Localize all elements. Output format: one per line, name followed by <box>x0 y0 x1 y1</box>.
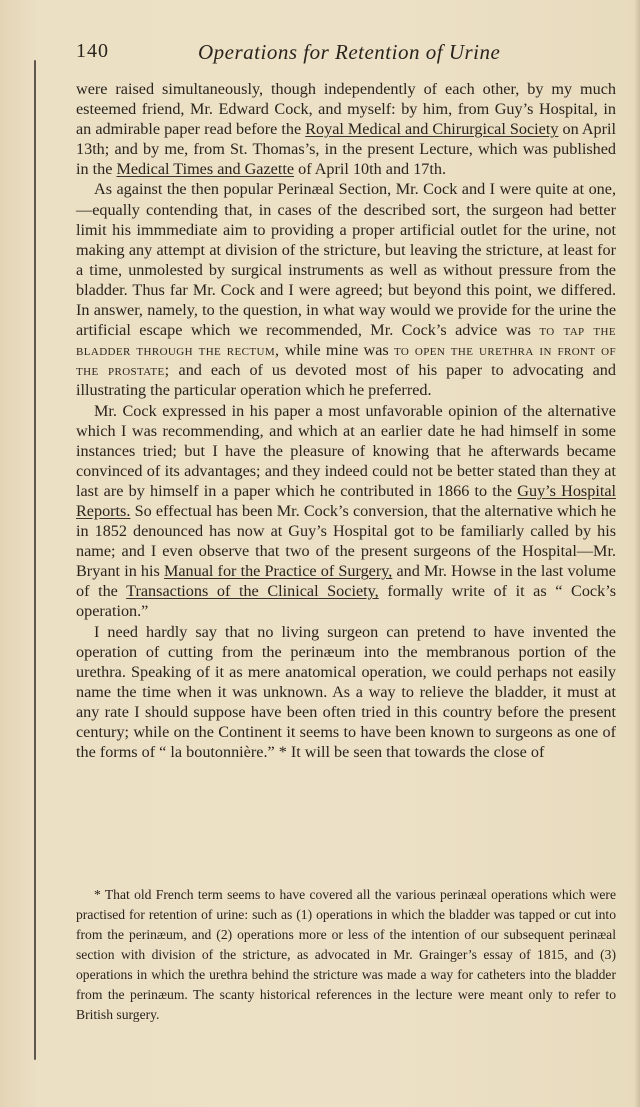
paragraph-1-text-2: on April 13th; and by me, from St. Thomas’s, in the present Lecture, which was published in the <box>76 120 617 179</box>
paragraph-2 <box>76 179 616 400</box>
small-caps-urethra: to open the urethra in front of the prostate; <box>76 341 616 380</box>
paragraph-3-text-2: So effectual has been Mr. Cock’s conversion, that the alternative which he in 1852 denounced has now at Guy’s Hospital got to be familiarly called by his name; and I even observe that two of the present surgeons of the Hospital—Mr. Bryant in his <box>76 501 616 581</box>
paragraph-2-text-2: while mine was <box>279 341 394 360</box>
underlined-manual-surgery: Manual for the Practice of Surgery, <box>163 562 393 581</box>
footnote-text: * That old French term seems to have covered all the various perinæal operations which were practised for retention of urine: such as (1) operations in which the bladder was tapped or cut into from the perinæum, and (2) operations more or less of the intention of our subsequent perinæal section with division of the stricture, as advocated in Mr. Grainger’s essay of 1815, and (3) operations in which the urethra behind the stricture was made a way for catheters into the bladder from the perinæum. The scanty historical references in the lecture were meant only to refer to British surgery. <box>76 887 616 1022</box>
paragraph-3-text-4: formally write of it as “ Cock’s operation.” <box>76 582 616 621</box>
page-number: 140 <box>76 40 109 62</box>
paragraph-2-text-3: and each of us devoted most of his paper to advocating and illustrating the particular operation which he preferred. <box>76 361 616 400</box>
underlined-society-name: Royal Medical and Chirurgical Society <box>305 120 559 139</box>
body-text <box>76 79 616 762</box>
underlined-guys-reports: Guy’s Hospital Reports. <box>76 481 617 520</box>
paragraph-2-text-1: As against the then popular Perinæal Section, Mr. Cock and I were quite at one,—equally contending that, in cases of the described sort, the surgeon had better limit his immmediate aim to providing a proper artificial outlet for the urine, not making any attempt at division of the stricture, but leaving the stricture, at least for a time, unmolested by surgical instruments as well as without pressure from the bladder. Thus far Mr. Cock and I were agreed; but beyond this point, we differed. In answer, namely, to the question, in what way would we provide for the urine the artificial escape which we recommended, Mr. Cock’s advice was <box>76 180 616 340</box>
paragraph-1-text-3: of April 10th and 17th. <box>294 160 447 179</box>
running-head: Operations for Retention of Urine <box>198 40 501 64</box>
paragraph-4 <box>76 622 616 763</box>
small-caps-rectum: to tap the bladder through the rectum, <box>76 321 616 360</box>
underlined-journal-name: Medical Times and Gazette <box>116 160 295 179</box>
page-header <box>76 40 616 70</box>
paragraph-4-text-1: I need hardly say that no living surgeon can pretend to have invented the operation of cutting from the perinæum into the membranous portion of the urethra. Speaking of it as mere anatomical operation, we could perhaps not easily name the time when it was unknown. As a way to relieve the bladder, it must at any rate I should suppose have been often tried in this country before the present century; while on the Continent it seems to have been known to surgeons as one of the forms of “ la boutonnière.” * It will be seen that towards the close of <box>76 622 616 762</box>
paragraph-3-text-3: and Mr. Howse in the last volume of the <box>76 562 616 601</box>
paragraph-3 <box>76 401 616 622</box>
pencil-margin-line <box>34 60 36 1060</box>
paragraph-3-text-1: Mr. Cock expressed in his paper a most unfavorable opinion of the alternative which I was recommending, and which at an earlier date he had himself in some instances tried; but I have the pleasure of knowing that he afterwards became convinced of its advantages; and they indeed could not be better stated than they at last are by himself in a paper which he contributed in 1866 to the <box>76 401 616 500</box>
paragraph-1-text-1: were raised simultaneously, though independently of each other, by my much esteemed friend, Mr. Edward Cock, and myself: by him, from Guy’s Hospital, in an admirable paper read before the <box>76 80 616 139</box>
paragraph-1 <box>76 79 616 179</box>
footnote <box>76 885 616 1025</box>
page-edge-shadow <box>634 0 640 1107</box>
underlined-clinical-transactions: Transactions of the Clinical Society, <box>126 582 379 601</box>
